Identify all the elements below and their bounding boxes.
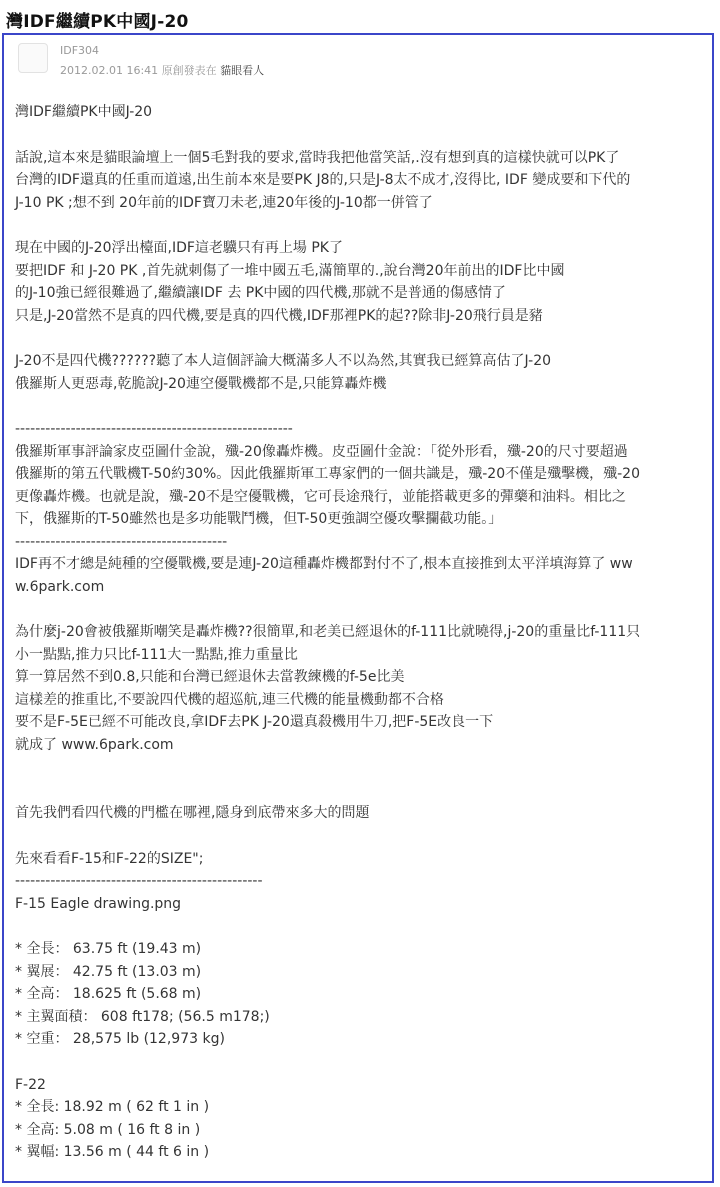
- paragraph-1: 話說,這本來是貓眼論壇上一個5毛對我的要求,當時我把他當笑話,.沒有想到真的這樣快就可以PK了 台灣的IDF還真的任重而道遠,出生前本來是要PK J8的,只是J-8太不成才,沒得比, IDF 變成要和下代的 J-10 PK ;想不到 20年前的IDF寶刀未老,連20年後的J-10都一併管了: [15, 149, 631, 211]
- f15-specs: * 全長： 63.75 ft (19.43 m) * 翼展： 42.75 ft (13.03 m) * 全高： 18.625 ft (5.68 m) * 主翼面積： 608 ft178; (56.5 m178;) * 空重： 28,575 lb (12,973 kg): [15, 941, 270, 1047]
- paragraph-3: J-20不是四代機??????聽了本人這個評論大概滿多人不以為然,其實我已經算高估了J-20 俄羅斯人更惡毒,乾脆說J-20連空優戰機都不是,只能算轟炸機: [15, 353, 552, 392]
- published-label: 原創發表在: [161, 64, 217, 77]
- paragraph-2: 現在中國的J-20浮出檯面,IDF這老驥只有再上場 PK了 要把IDF 和 J-20 PK ,首先就刺傷了一堆中國五毛,滿簡單的.,說台灣20年前出的IDF比中國 的J-10強已經很難過了,繼續讓IDF 去 PK中國的四代機,那就不是普通的傷感情了 只是,J-20當然不是真的四代機,要是真的四代機,IDF那裡PK的起??除非J-20飛行員是豬: [15, 240, 565, 324]
- author-name[interactable]: IDF304: [60, 44, 100, 57]
- avatar[interactable]: [18, 43, 48, 73]
- post-meta: [60, 62, 264, 78]
- f22-specs: F-22 * 全長: 18.92 m ( 62 ft 1 in ) * 全高: 5.08 m ( 16 ft 8 in ) * 翼幅: 13.56 m ( 44 ft 6 in ): [15, 1076, 210, 1160]
- post-frame: [2, 33, 714, 1183]
- paragraph-4: ------------------------------------------------------- 俄羅斯軍事評論家皮亞圖什金說，殲-20像轟炸機。皮亞圖什金說：「從外形看，殲-20的尺寸要超過 俄羅斯的第五代戰機T-50約30%。因此俄羅斯軍工專家們的一個共識是，殲-20不僅是殲擊機，殲-20 更像轟炸機。也就是說，殲-20不是空優戰機，它可長途飛行，並能搭載更多的彈藥和油料。相比之 下，俄羅斯的T-50雖然也是多功能戰鬥機，但T-50更強調空優攻擊攔截功能。」 ------------------------------------------ IDF再不才總是純種的空優戰機,要是連J-20這種轟炸機都對付不了,根本直接推到太平洋填海算了 ww w.6park.com: [15, 421, 640, 595]
- paragraph-7: 先來看看F-15和F-22的SIZE"; ------------------------------------------------- F-15 Eagle drawing.png: [15, 850, 263, 912]
- board-link[interactable]: 貓眼看人: [220, 64, 265, 77]
- post-datetime: 2012.02.01 16:41: [60, 64, 159, 77]
- content-heading: 灣IDF繼續PK中國J-20: [15, 104, 153, 120]
- paragraph-6: 首先我們看四代機的門檻在哪裡,隱身到底帶來多大的問題: [15, 805, 370, 821]
- paragraph-5: 為什麼j-20會被俄羅斯嘲笑是轟炸機??很簡單,和老美已經退休的f-111比就曉得,j-20的重量比f-111只 小一點點,推力只比f-111大一點點,推力重量比 算一算居然不到0.8,只能和台灣已經退休去當教練機的f-5e比美 這樣差的推重比,不要說四代機的超巡航,連三代機的能量機動都不合格 要不是F-5E已經不可能改良,拿IDF去PK J-20還真殺機用牛刀,把F-5E改良一下 就成了 www.6park.com: [15, 624, 641, 753]
- post-content: [15, 101, 705, 1164]
- page-title: 灣IDF繼續PK中國J-20: [6, 12, 189, 32]
